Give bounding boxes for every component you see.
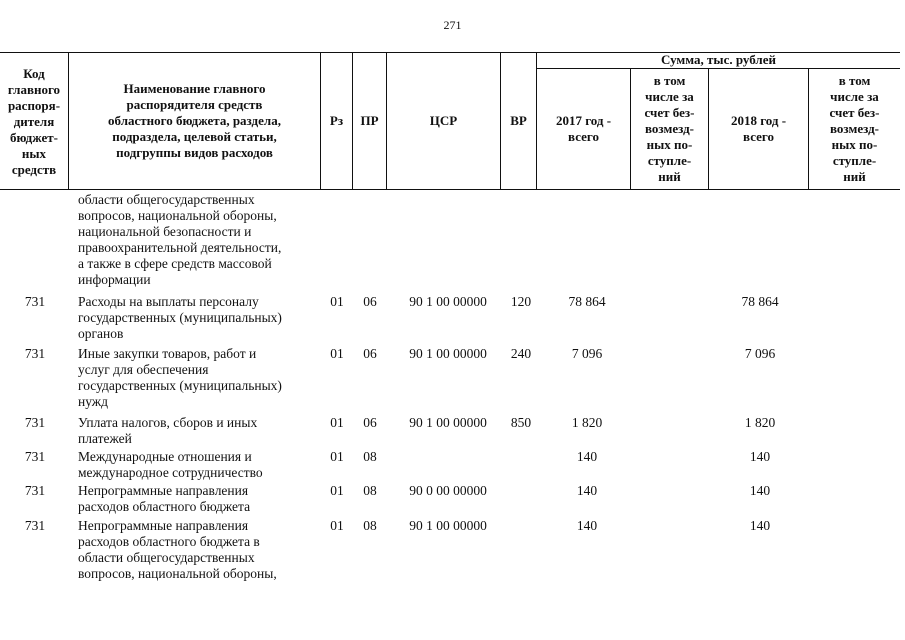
cell-name: области общегосударственных вопросов, национальной обороны, национальной безопасности и правоохранительной деятельности, а также в сфере средств массовой информации [78,192,282,287]
cell-sum-2018: 140 [749,449,771,464]
cell-csr: 90 0 00 00000 [409,483,487,498]
cell-vr: 850 [510,415,532,430]
cell-vr: 240 [510,346,532,361]
cell-name: Непрограммные направления расходов областного бюджета [78,483,251,514]
cell-csr: 90 1 00 00000 [409,294,487,309]
header-code: Код главного распоря- дителя бюджет- ных средств [7,66,61,177]
cell-sum-2018: 7 096 [744,346,776,361]
cell-code: 731 [24,483,46,498]
cell-pr: 08 [363,483,377,498]
cell-rz: 01 [330,483,344,498]
table-header [0,52,900,190]
cell-pr: 08 [363,518,377,533]
cell-code: 731 [24,294,46,309]
header-csr: ЦСР [429,112,458,128]
cell-sum-2017: 7 096 [571,346,603,361]
cell-csr: 90 1 00 00000 [409,518,487,533]
cell-csr: 90 1 00 00000 [409,415,487,430]
cell-code: 731 [24,346,46,361]
page-number: 271 [443,18,462,32]
cell-pr: 06 [363,415,377,430]
header-2018-total: 2018 год - всего [730,113,787,144]
cell-name: Непрограммные направления расходов областного бюджета в области общегосударственных вопросов, национальной обороны, [78,518,277,581]
cell-name: Иные закупки товаров, работ и услуг для обеспечения государственных (муниципальных) нужд [78,346,282,409]
header-rz: Рз [329,112,344,128]
cell-sum-2018: 1 820 [744,415,776,430]
cell-sum-2017: 78 864 [568,294,606,309]
cell-rz: 01 [330,518,344,533]
cell-csr: 90 1 00 00000 [409,346,487,361]
header-pr: ПР [360,112,379,128]
header-2017-total: 2017 год - всего [555,113,612,144]
cell-rz: 01 [330,415,344,430]
cell-pr: 08 [363,449,377,464]
cell-rz: 01 [330,294,344,309]
cell-code: 731 [24,518,46,533]
cell-sum-2018: 140 [749,518,771,533]
cell-pr: 06 [363,346,377,361]
header-2017-gratuitous: в том числе за счет без- возмезд- ных по- ступле- ний [644,73,695,184]
header-bottom-border [0,189,900,190]
cell-name: Международные отношения и международное сотрудничество [78,449,263,480]
cell-pr: 06 [363,294,377,309]
cell-name: Уплата налогов, сборов и иных платежей [78,415,258,446]
cell-vr: 120 [510,294,532,309]
cell-code: 731 [24,449,46,464]
header-2018-gratuitous: в том числе за счет без- возмезд- ных по- ступле- ний [829,73,880,184]
cell-sum-2017: 140 [576,483,598,498]
cell-sum-2018: 78 864 [741,294,779,309]
cell-rz: 01 [330,449,344,464]
cell-code: 731 [24,415,46,430]
header-vr: ВР [510,112,527,128]
cell-rz: 01 [330,346,344,361]
cell-sum-2017: 140 [576,518,598,533]
cell-sum-2017: 1 820 [571,415,603,430]
header-name: Наименование главного распорядителя средств областного бюджета, раздела, подраздела, целевой статьи, подгруппы видов расходов [108,80,281,160]
cell-sum-2017: 140 [576,449,598,464]
header-sum: Сумма, тыс. рублей [661,52,776,67]
cell-sum-2018: 140 [749,483,771,498]
cell-name: Расходы на выплаты персоналу государственных (муниципальных) органов [78,294,282,341]
